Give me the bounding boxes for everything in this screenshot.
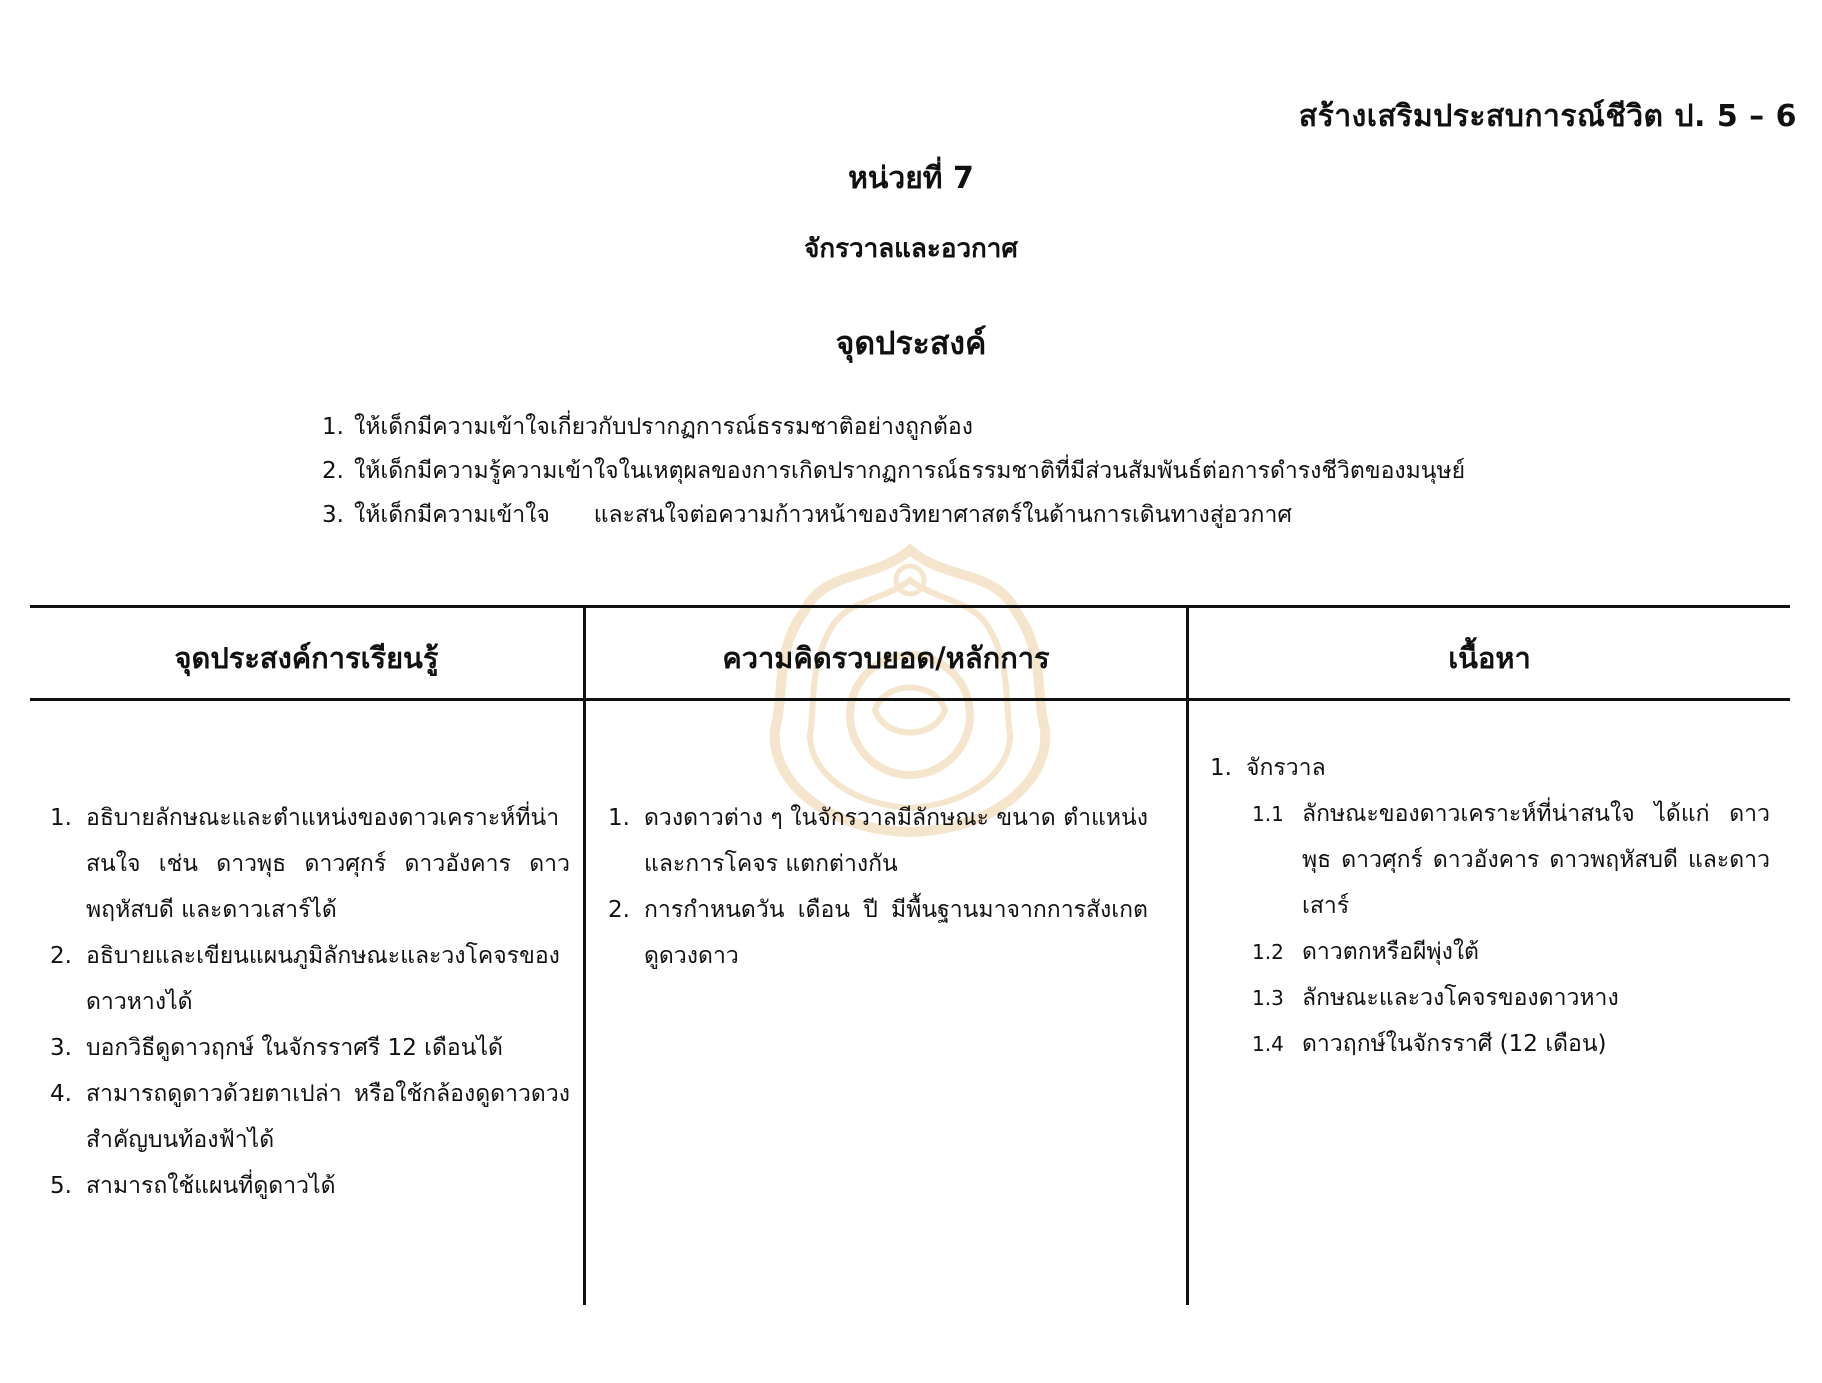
list-item bbox=[50, 795, 570, 933]
learning-objectives-column bbox=[50, 795, 570, 1209]
content-column bbox=[1210, 745, 1770, 1067]
item-number: 1.2 bbox=[1252, 940, 1284, 964]
objectives-heading: จุดประสงค์ bbox=[835, 324, 987, 362]
list-item bbox=[1210, 745, 1770, 791]
item-text: อธิบายลักษณะและตำแหน่งของดาวเคราะห์ที่น่าสนใจ เช่น ดาวพุธ ดาวศุกร์ ดาวอังคาร ดาวพฤหัสบดี และดาวเสาร์ได้ bbox=[86, 805, 570, 923]
item-number: 1. bbox=[1210, 755, 1232, 781]
item-number: 1. bbox=[608, 805, 630, 831]
sub-item bbox=[1210, 791, 1770, 929]
objective-number: 1. bbox=[322, 414, 344, 440]
list-item bbox=[608, 795, 1148, 887]
item-text: สามารถดูดาวด้วยตาเปล่า หรือใช้กล้องดูดาวดวงสำคัญบนท้องฟ้าได้ bbox=[86, 1081, 570, 1153]
column-divider bbox=[583, 605, 586, 1305]
objective-text: ให้เด็กมีความเข้าใจ และสนใจต่อความก้าวหน้าของวิทยาศาสตร์ในด้านการเดินทางสู่อวกาศ bbox=[354, 502, 1292, 528]
item-text: จักรวาล bbox=[1246, 755, 1326, 781]
item-number: 1.1 bbox=[1252, 802, 1284, 826]
objective-number: 2. bbox=[322, 458, 344, 484]
item-text: บอกวิธีดูดาวฤกษ์ ในจักรราศรี 12 เดือนได้ bbox=[86, 1035, 503, 1061]
item-number: 5. bbox=[50, 1173, 72, 1199]
list-item bbox=[50, 1163, 570, 1209]
item-text: การกำหนดวัน เดือน ปี มีพื้นฐานมาจากการสังเกตดูดวงดาว bbox=[644, 897, 1148, 969]
objective-item bbox=[322, 449, 1722, 493]
item-text: ลักษณะของดาวเคราะห์ที่น่าสนใจ ได้แก่ ดาวพุธ ดาวศุกร์ ดาวอังคาร ดาวพฤหัสบดี และดาวเสาร์ bbox=[1302, 801, 1770, 919]
unit-title: หน่วยที่ 7 bbox=[848, 161, 974, 196]
item-text: ดวงดาวต่าง ๆ ในจักรวาลมีลักษณะ ขนาด ตำแหน่ง และการโคจร แตกต่างกัน bbox=[644, 805, 1148, 877]
item-text: ดาวตกหรือผีพุ่งใต้ bbox=[1302, 939, 1479, 965]
unit-subtitle: จักรวาลและอวกาศ bbox=[804, 234, 1018, 264]
curriculum-table bbox=[30, 605, 1790, 1305]
item-text: อธิบายและเขียนแผนภูมิลักษณะและวงโคจรของดาวหางได้ bbox=[86, 943, 560, 1015]
header-concepts: ความคิดรวบยอด/หลักการ bbox=[722, 641, 1050, 675]
sub-item bbox=[1210, 1021, 1770, 1067]
item-text: ดาวฤกษ์ในจักรราศี (12 เดือน) bbox=[1302, 1031, 1607, 1057]
list-item bbox=[50, 933, 570, 1025]
item-number: 2. bbox=[50, 943, 72, 969]
sub-item bbox=[1210, 929, 1770, 975]
item-number: 1. bbox=[50, 805, 72, 831]
item-number: 1.3 bbox=[1252, 986, 1284, 1010]
item-text: ลักษณะและวงโคจรของดาวหาง bbox=[1302, 985, 1619, 1011]
item-number: 1.4 bbox=[1252, 1032, 1284, 1056]
item-number: 4. bbox=[50, 1081, 72, 1107]
book-title: สร้างเสริมประสบการณ์ชีวิต ป. 5 – 6 bbox=[1298, 99, 1797, 134]
item-text: สามารถใช้แผนที่ดูดาวได้ bbox=[86, 1173, 336, 1199]
concepts-column bbox=[608, 795, 1148, 979]
list-item bbox=[608, 887, 1148, 979]
item-number: 2. bbox=[608, 897, 630, 923]
table-header-rule bbox=[30, 698, 1790, 701]
sub-item bbox=[1210, 975, 1770, 1021]
objective-item bbox=[322, 405, 1722, 449]
table-top-rule bbox=[30, 605, 1790, 608]
objectives-list bbox=[322, 405, 1722, 537]
objective-text: ให้เด็กมีความเข้าใจเกี่ยวกับปรากฏการณ์ธรรมชาติอย่างถูกต้อง bbox=[354, 414, 973, 440]
list-item bbox=[50, 1071, 570, 1163]
header-learning-objectives: จุดประสงค์การเรียนรู้ bbox=[174, 641, 439, 675]
objective-text: ให้เด็กมีความรู้ความเข้าใจในเหตุผลของการเกิดปรากฏการณ์ธรรมชาติที่มีส่วนสัมพันธ์ต่อการดำรงชีวิตของมนุษย์ bbox=[354, 458, 1466, 484]
list-item bbox=[50, 1025, 570, 1071]
objective-item bbox=[322, 493, 1722, 537]
item-number: 3. bbox=[50, 1035, 72, 1061]
column-divider bbox=[1186, 605, 1189, 1305]
objective-number: 3. bbox=[322, 502, 344, 528]
header-content: เนื้อหา bbox=[1448, 641, 1531, 675]
